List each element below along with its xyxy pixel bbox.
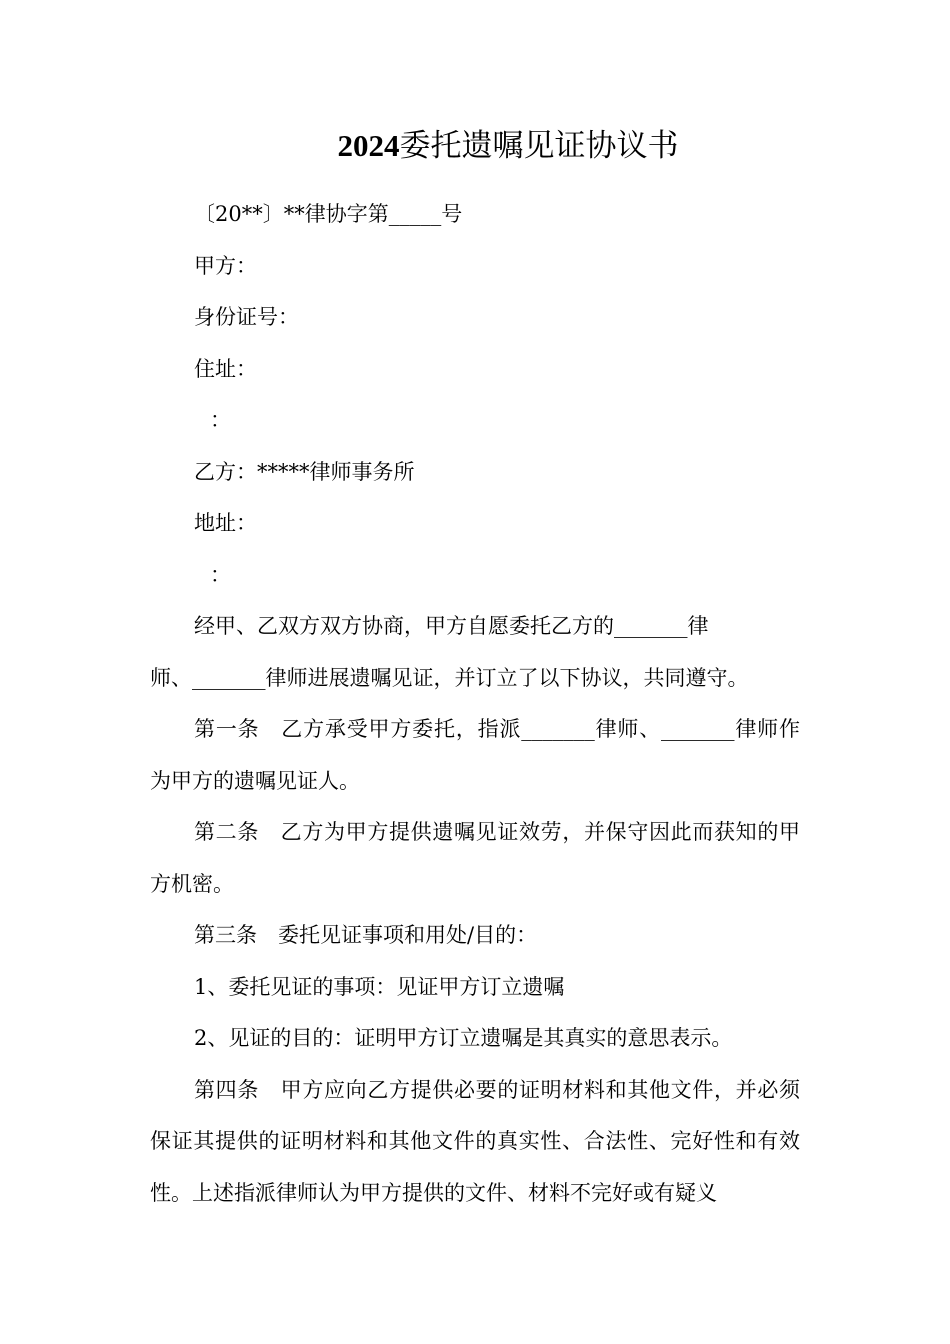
article-three-item-2: 2、见证的目的：证明甲方订立遗嘱是其真实的意思表示。 [194,1026,733,1050]
party-a-label: 甲方： [194,253,257,278]
address-label-a: 住址： [194,356,257,381]
party-b-label: 乙方：*****律师事务所 [194,459,415,484]
preamble-line-1: 经甲、乙双方双方协商，甲方自愿委托乙方的_______律 [194,614,709,638]
document-body [150,189,800,1219]
preamble-line-2: 师、_______律师进展遗嘱见证，并订立了以下协议，共同遵守。 [150,665,749,690]
article-one: 第一条 乙方承受甲方委托，指派_______律师、_______律师作为甲方的遗嘱见证人。 [150,717,800,793]
blank-colon-line-a: ： [210,408,231,432]
title-text: 委托遗嘱见证协议书 [399,128,679,164]
article-three: 第三条 委托见证事项和用处/目的： [194,923,538,947]
address-label-b: 地址： [194,511,257,535]
blank-colon-line-b: ： [210,562,231,587]
document-title [0,120,950,172]
article-four: 第四条 甲方应向乙方提供必要的证明材料和其他文件，并必须保证其提供的证明材料和其他文件的真实性、合法性、完好性和有效性。上述指派律师认为甲方提供的文件、材料不完好或有疑义 [150,1077,800,1205]
article-three-item-1: 1、委托见证的事项：见证甲方订立遗嘱 [194,974,565,999]
id-number-label: 身份证号： [194,305,299,329]
article-two: 第二条 乙方为甲方提供遗嘱见证效劳，并保守因此而获知的甲方机密。 [150,820,800,896]
title-year: 2024 [337,128,400,163]
reference-number-line: 〔20**〕**律协字第_____号 [194,202,463,226]
